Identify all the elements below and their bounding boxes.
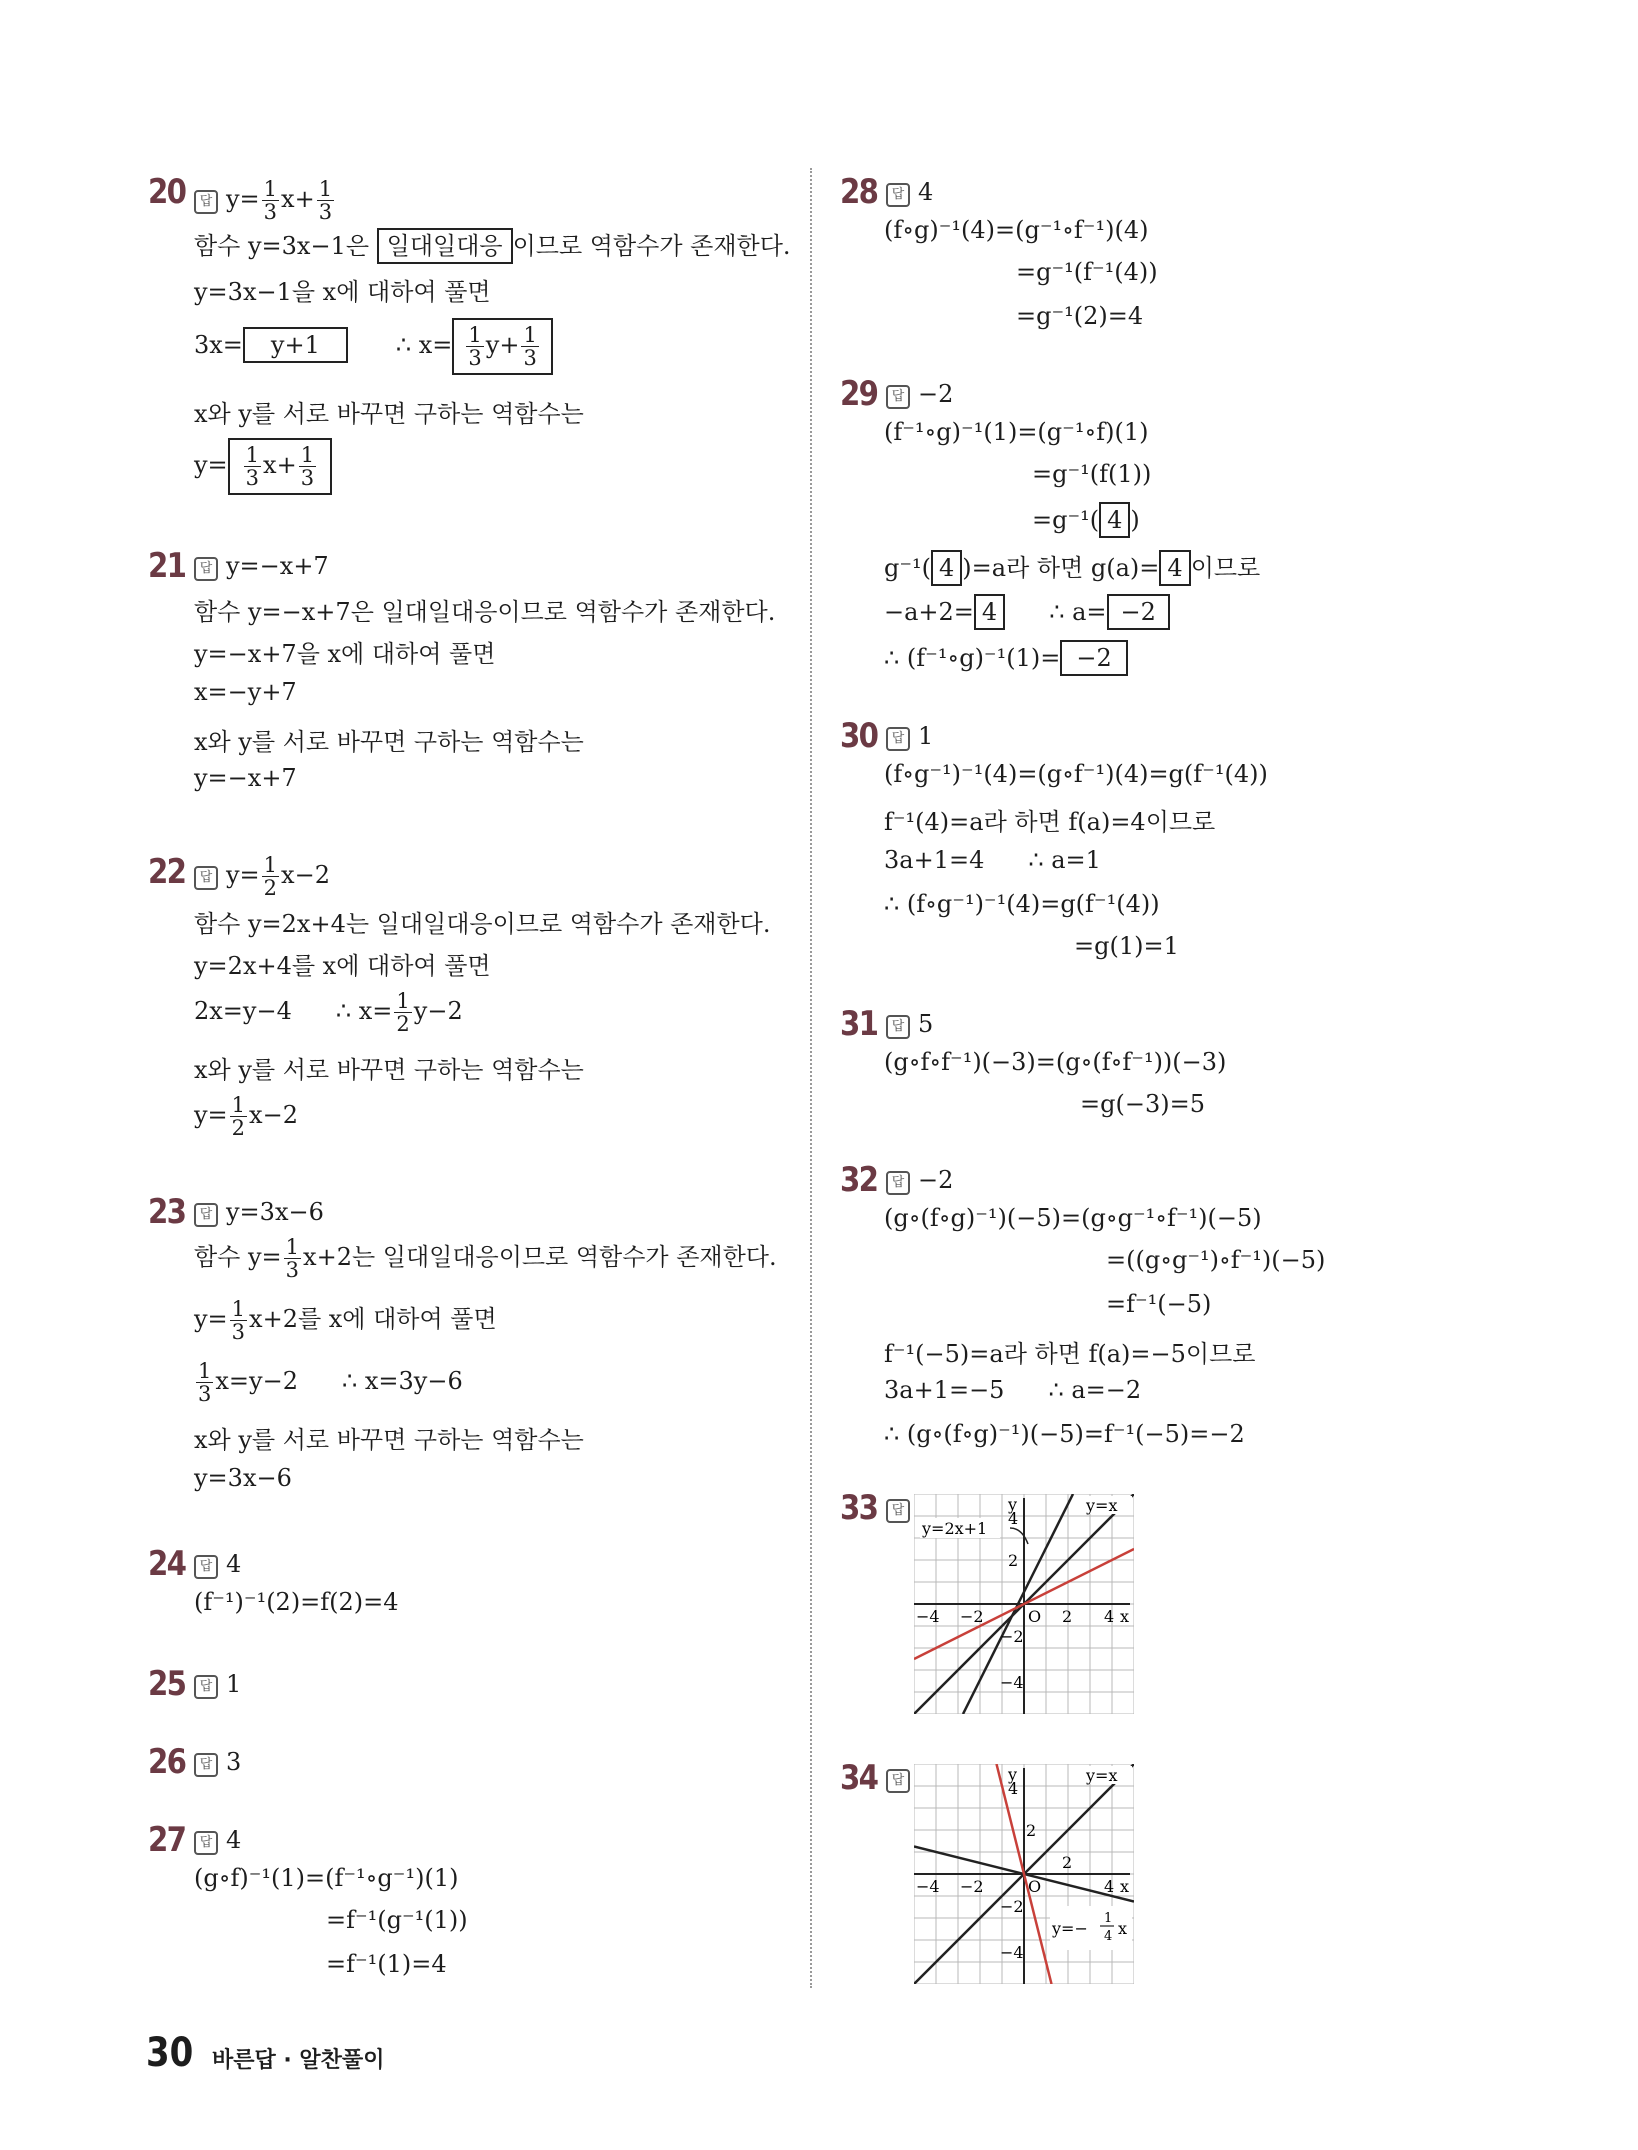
footer-title: 바른답 · 알찬풀이 — [212, 2048, 385, 2073]
answer: 답 y=−x+7 — [194, 552, 329, 581]
p28-line-2: =g⁻¹(f⁻¹(4)) — [1016, 258, 1158, 286]
svg-text:−2: −2 — [960, 1877, 984, 1896]
left-column — [0, 0, 800, 2150]
p20-line-5: y= $\frac{1}{3}$ x+ $\frac{1}{3}$ — [194, 438, 332, 495]
answer: 답 −2 — [886, 380, 953, 409]
svg-text:−4: −4 — [1000, 1673, 1024, 1692]
svg-text:x: x — [1120, 1607, 1130, 1626]
p32-line-1: (g∘(f∘g)⁻¹)(−5)=(g∘g⁻¹∘f⁻¹)(−5) — [884, 1204, 1262, 1232]
answer: 답 y= $\frac{1}{3}$ x+ $\frac{1}{3}$ — [194, 178, 336, 223]
p30-line-4: ∴ (f∘g⁻¹)⁻¹(4)=g(f⁻¹(4)) — [884, 890, 1160, 918]
answer: 답 4 — [194, 1826, 241, 1855]
problem-number: 33 — [840, 1488, 878, 1528]
svg-text:2: 2 — [1026, 1821, 1037, 1840]
answer-tag-icon: 답 — [886, 1769, 910, 1793]
p21-line-4: x와 y를 서로 바꾸면 구하는 역함수는 — [194, 728, 584, 756]
svg-text:−4: −4 — [916, 1607, 940, 1626]
blank-box: y+1 — [243, 327, 348, 363]
svg-text:x: x — [1120, 1877, 1130, 1896]
svg-text:2: 2 — [1062, 1607, 1073, 1626]
answer-tag-icon: 답 — [886, 727, 910, 751]
answer-tag-icon: 답 — [886, 183, 910, 207]
svg-text:y: y — [1008, 1495, 1018, 1514]
svg-text:4: 4 — [1104, 1877, 1115, 1896]
p30-line-2: f⁻¹(4)=a라 하면 f(a)=4이므로 — [884, 808, 1216, 836]
problem-number: 34 — [840, 1758, 878, 1798]
answer-tag-icon: 답 — [886, 385, 910, 409]
p27-line-1: (g∘f)⁻¹(1)=(f⁻¹∘g⁻¹)(1) — [194, 1864, 459, 1892]
label-arrow — [1010, 1528, 1028, 1544]
answer: 답 −2 — [886, 1166, 953, 1195]
p22-line-4: x와 y를 서로 바꾸면 구하는 역함수는 — [194, 1056, 584, 1084]
p20-line-3: 3x= y+1 ∴ x= $\frac{1}{3}$ y+ $\frac{1}{3}$ — [194, 318, 553, 375]
svg-text:4: 4 — [1008, 1509, 1019, 1528]
p29-line-4: g⁻¹( 4 )=a라 하면 g(a)= 4 이므로 — [884, 548, 1260, 586]
p30-line-3: 3a+1=4 ∴ a=1 — [884, 846, 1101, 874]
p32-line-5: 3a+1=−5 ∴ a=−2 — [884, 1376, 1142, 1404]
label-yx: y=x — [1086, 1766, 1118, 1785]
svg-text:−2: −2 — [1000, 1627, 1024, 1646]
blank-box: −2 — [1107, 594, 1170, 630]
p20-line-1: 함수 y=3x−1은 일대일대응 이므로 역함수가 존재한다. — [194, 226, 791, 264]
p20-line-4: x와 y를 서로 바꾸면 구하는 역함수는 — [194, 400, 584, 428]
p32-line-4: f⁻¹(−5)=a라 하면 f(a)=−5이므로 — [884, 1340, 1256, 1368]
p23-line-2: y= $\frac{1}{3}$ x+2를 x에 대하여 풀면 — [194, 1297, 497, 1344]
answer-tag-icon: 답 — [886, 1015, 910, 1039]
problem-number: 31 — [840, 1004, 878, 1044]
blank-box: 4 — [931, 550, 962, 586]
p22-line-2: y=2x+4를 x에 대하여 풀면 — [194, 952, 491, 980]
svg-text:4: 4 — [1104, 1929, 1113, 1944]
svg-text:1: 1 — [1104, 1911, 1113, 1926]
p23-line-4: x와 y를 서로 바꾸면 구하는 역함수는 — [194, 1426, 584, 1454]
p32-line-6: ∴ (g∘(f∘g)⁻¹)(−5)=f⁻¹(−5)=−2 — [884, 1420, 1245, 1448]
p29-line-2: =g⁻¹(f(1)) — [1032, 460, 1152, 488]
answer-tag-icon: 답 — [194, 1203, 218, 1227]
p20-line-2: y=3x−1을 x에 대하여 풀면 — [194, 278, 491, 306]
p21-line-1: 함수 y=−x+7은 일대일대응이므로 역함수가 존재한다. — [194, 598, 776, 626]
p27-line-3: =f⁻¹(1)=4 — [326, 1950, 447, 1978]
answer-tag-icon: 답 — [194, 1753, 218, 1777]
answer-tag-icon: 답 — [886, 1171, 910, 1195]
blank-box: 4 — [974, 594, 1005, 630]
p29-line-5: −a+2= 4 ∴ a= −2 — [884, 594, 1170, 630]
svg-text:x: x — [1118, 1919, 1128, 1938]
problem-number: 32 — [840, 1160, 878, 1200]
graph-33 — [914, 1494, 1134, 1714]
answer-tag-icon: 답 — [194, 190, 218, 214]
answer: 답 3 — [194, 1748, 241, 1777]
p30-line-5: =g(1)=1 — [1074, 932, 1179, 960]
answer: 답 y= $\frac{1}{2}$ x−2 — [194, 854, 330, 899]
p28-line-3: =g⁻¹(2)=4 — [1016, 302, 1144, 330]
svg-text:4: 4 — [1008, 1779, 1019, 1798]
p30-line-1: (f∘g⁻¹)⁻¹(4)=(g∘f⁻¹)(4)=g(f⁻¹(4)) — [884, 760, 1268, 788]
answer-tag-icon: 답 — [194, 866, 218, 890]
label-yx: y=x — [1086, 1496, 1118, 1515]
svg-text:O: O — [1028, 1877, 1042, 1896]
blank-box: 4 — [1159, 550, 1190, 586]
svg-text:−2: −2 — [960, 1607, 984, 1626]
answer: 답 4 — [886, 178, 933, 207]
blank-box: −2 — [1060, 640, 1127, 676]
problem-number: 20 — [148, 172, 186, 212]
p23-line-5: y=3x−6 — [194, 1464, 292, 1492]
svg-text:2: 2 — [1008, 1551, 1019, 1570]
problem-number: 26 — [148, 1742, 186, 1782]
blank-box: $\frac{1}{3}$ y+ $\frac{1}{3}$ — [452, 318, 552, 375]
svg-text:4: 4 — [1104, 1607, 1115, 1626]
graph-34 — [914, 1764, 1134, 1984]
problem-number: 25 — [148, 1664, 186, 1704]
answer: 답 4 — [194, 1550, 241, 1579]
problem-number: 30 — [840, 716, 878, 756]
label-line: y=2x+1 — [922, 1519, 988, 1538]
p32-line-3: =f⁻¹(−5) — [1106, 1290, 1212, 1318]
answer-tag-icon: 답 — [194, 557, 218, 581]
svg-text:O: O — [1028, 1607, 1042, 1626]
problem-number: 27 — [148, 1820, 186, 1860]
p27-line-2: =f⁻¹(g⁻¹(1)) — [326, 1906, 468, 1934]
blank-box: 4 — [1099, 502, 1130, 538]
svg-text:y: y — [1008, 1765, 1018, 1784]
p31-line-2: =g(−3)=5 — [1080, 1090, 1205, 1118]
answer: 답 1 — [194, 1670, 241, 1699]
answer-tag-icon: 답 — [194, 1675, 218, 1699]
answer-tag-icon: 답 — [886, 1499, 910, 1523]
answer-tag-icon: 답 — [194, 1831, 218, 1855]
right-column — [810, 0, 1638, 2150]
p29-line-6: ∴ (f⁻¹∘g)⁻¹(1)= −2 — [884, 640, 1128, 676]
p22-line-5: y= $\frac{1}{2}$ x−2 — [194, 1093, 298, 1140]
answer: 답 1 — [886, 722, 933, 751]
p31-line-1: (g∘f∘f⁻¹)(−3)=(g∘(f∘f⁻¹))(−3) — [884, 1048, 1227, 1076]
p22-line-1: 함수 y=2x+4는 일대일대응이므로 역함수가 존재한다. — [194, 910, 771, 938]
p28-line-1: (f∘g)⁻¹(4)=(g⁻¹∘f⁻¹)(4) — [884, 216, 1149, 244]
p23-line-1: 함수 y= $\frac{1}{3}$ x+2는 일대일대응이므로 역함수가 존재한다. — [194, 1235, 777, 1282]
answer: 답 y=3x−6 — [194, 1198, 324, 1227]
p32-line-2: =((g∘g⁻¹)∘f⁻¹)(−5) — [1106, 1246, 1326, 1274]
p29-line-3: =g⁻¹( 4 ) — [1032, 502, 1140, 538]
svg-text:−4: −4 — [916, 1877, 940, 1896]
p21-line-2: y=−x+7을 x에 대하여 풀면 — [194, 640, 496, 668]
svg-text:−4: −4 — [1000, 1943, 1024, 1962]
svg-text:−2: −2 — [1000, 1897, 1024, 1916]
problem-number: 22 — [148, 852, 186, 892]
label-line-a: y=− — [1052, 1919, 1088, 1938]
problem-number: 28 — [840, 172, 878, 212]
problem-number: 23 — [148, 1192, 186, 1232]
problem-number: 24 — [148, 1544, 186, 1584]
blank-box: 일대일대응 — [377, 228, 513, 264]
answer: 답 5 — [886, 1010, 933, 1039]
page-number: 30 — [146, 2030, 194, 2076]
p21-line-3: x=−y+7 — [194, 678, 297, 706]
p29-line-1: (f⁻¹∘g)⁻¹(1)=(g⁻¹∘f)(1) — [884, 418, 1149, 446]
svg-text:2: 2 — [1062, 1853, 1073, 1872]
problem-number: 21 — [148, 546, 186, 586]
p23-line-3: $\frac{1}{3}$ x=y−2 ∴ x=3y−6 — [198, 1359, 463, 1406]
blank-box: $\frac{1}{3}$ x+ $\frac{1}{3}$ — [228, 438, 332, 495]
problem-number: 29 — [840, 374, 878, 414]
answer-tag-icon: 답 — [194, 1555, 218, 1579]
p24-line-1: (f⁻¹)⁻¹(2)=f(2)=4 — [194, 1588, 399, 1616]
p21-line-5: y=−x+7 — [194, 764, 297, 792]
p22-line-3: 2x=y−4 ∴ x= $\frac{1}{2}$ y−2 — [194, 989, 463, 1036]
